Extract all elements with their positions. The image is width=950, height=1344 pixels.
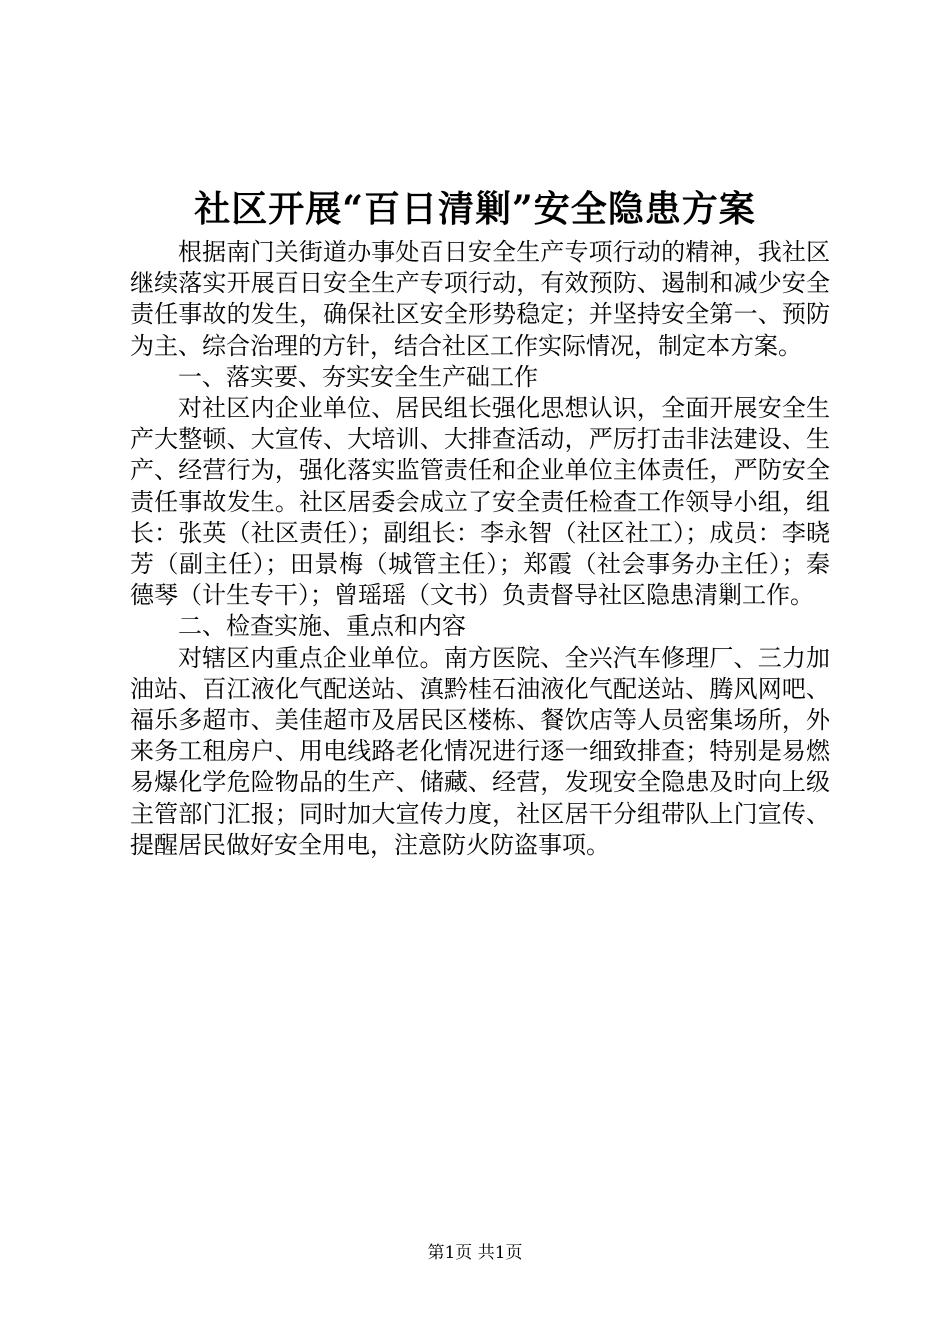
document-body xyxy=(130,237,830,861)
page-footer: 第1页 共1页 xyxy=(427,1243,523,1263)
document-title: 社区开展“百日清剿”安全隐患方案 xyxy=(194,188,756,230)
section-1-paragraph: 对社区内企业单位、居民组长强化思想认识，全面开展安全生产大整顿、大宣传、大培训、大排查活动，严厉打击非法建设、生产、经营行为，强化落实监管责任和企业单位主体责任，严防安全责任事故发生。社区居委会成立了安全责任检查工作领导小组，组长：张英（社区责任）；副组长：李永智（社区社工）；成员：李晓芳（副主任）；田景梅（城管主任）；郑霞（社会事务办主任）；秦德琴（计生专干）；曾瑶瑶（文书）负责督导社区隐患清剿工作。 xyxy=(130,394,830,610)
section-heading-1: 一、落实要、夯实安全生产础工作 xyxy=(178,362,538,391)
section-heading-2: 二、检查实施、重点和内容 xyxy=(178,612,466,641)
intro-paragraph: 根据南门关街道办事处百日安全生产专项行动的精神，我社区继续落实开展百日安全生产专项行动，有效预防、遏制和减少安全责任事故的发生，确保社区安全形势稳定；并坚持安全第一、预防为主、综合治理的方针，结合社区工作实际情况，制定本方案。 xyxy=(130,238,830,360)
section-2-paragraph: 对辖区内重点企业单位。南方医院、全兴汽车修理厂、三力加油站、百江液化气配送站、滇黔桂石油液化气配送站、腾风网吧、福乐多超市、美佳超市及居民区楼栋、餐饮店等人员密集场所，外来务工租房户、用电线路老化情况进行逐一细致排查；特别是易燃易爆化学危险物品的生产、储藏、经营，发现安全隐患及时向上级主管部门汇报；同时加大宣传力度，社区居干分组带队上门宣传、提醒居民做好安全用电，注意防火防盗事项。 xyxy=(130,643,830,859)
